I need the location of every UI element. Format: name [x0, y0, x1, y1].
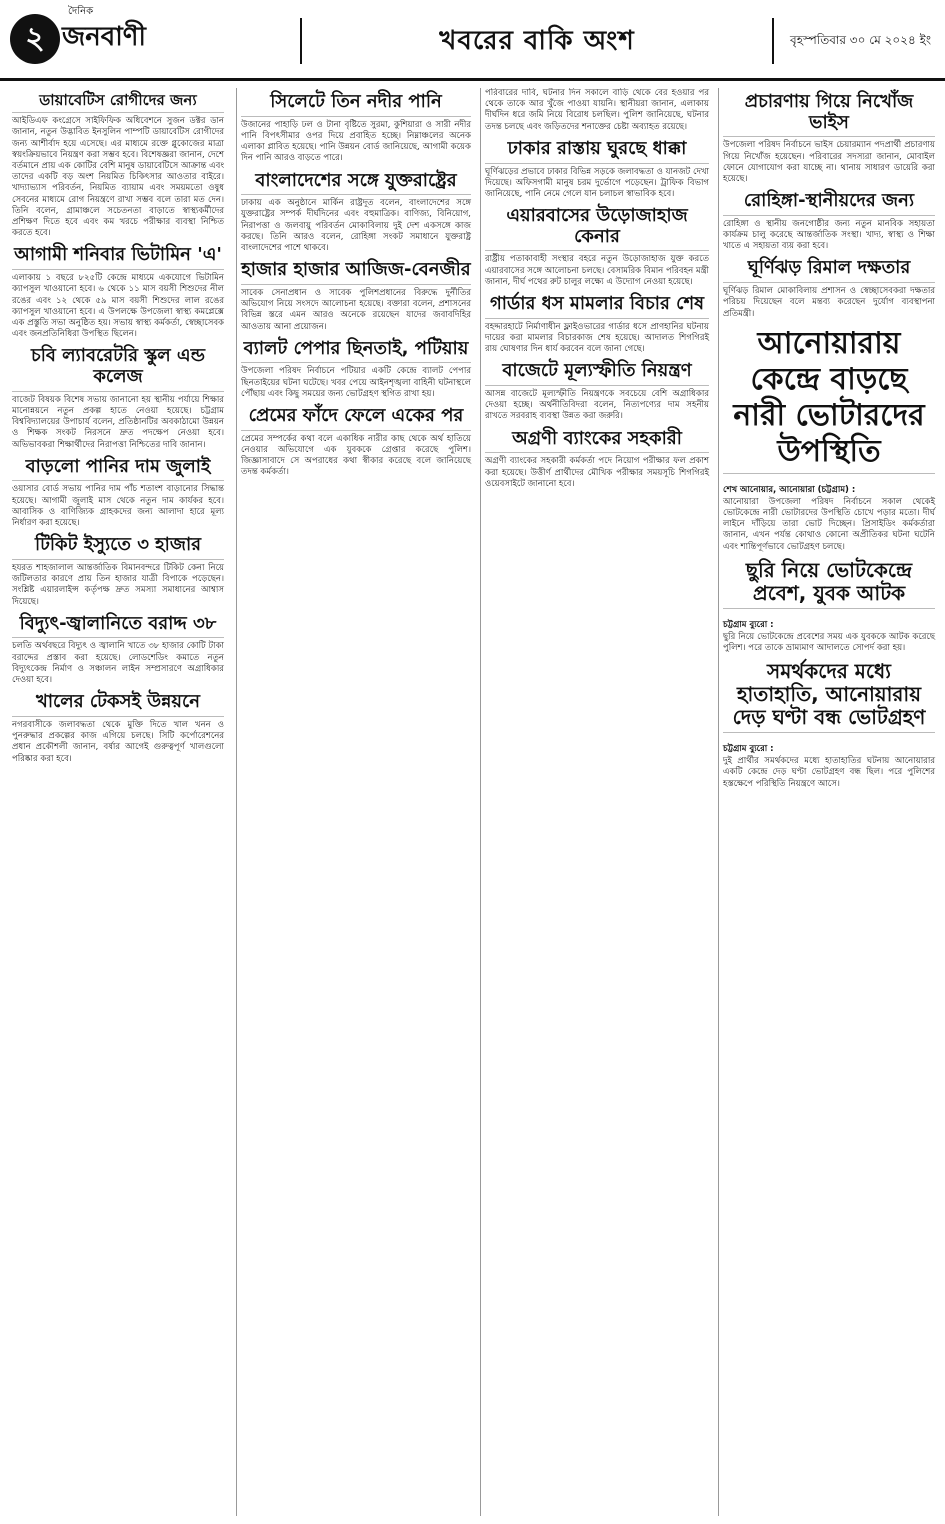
article — [485, 294, 709, 355]
article-body: ঘূর্ণিঝড় রিমাল মোকাবিলায় প্রশাসন ও স্বেচ্ছাসেবকরা দক্ষতার পরিচয় দিয়েছেন বলে মন্তব্য করেছেন দুর্যোগ ব্যবস্থাপনা প্রতিমন্ত্রী। — [723, 286, 935, 319]
masthead — [0, 0, 945, 80]
article-headline: ব্যালট পেপার ছিনতাই, পটিয়ায় — [241, 339, 471, 364]
article-body: উজানের পাহাড়ি ঢল ও টানা বৃষ্টিতে সুরমা, কুশিয়ারা ও সারী নদীর পানি বিপৎসীমার ওপর দিয়ে প্রবাহিত হচ্ছে। নিম্নাঞ্চলের অনেক এলাকা প্লাবিত হয়েছে। পানি উন্নয়ন বোর্ড জানিয়েছে, আগামী কয়েক দিন পানি আরও বাড়তে পারে। — [241, 119, 471, 164]
article — [241, 171, 471, 255]
article — [723, 258, 935, 319]
article-headline: ঘূর্ণিঝড় রিমাল দক্ষতার — [723, 258, 935, 283]
article-headline: আগামী শনিবার ভিটামিন 'এ' — [12, 245, 224, 270]
article-headline: অগ্রণী ব্যাংকের সহকারী — [485, 429, 709, 454]
article-continuation — [485, 88, 709, 133]
article-body: বহদ্দারহাটে নির্মাণাধীন ফ্লাইওভারের গার্ডার ধসে প্রাণহানির ঘটনায় দায়ের করা মামলার বিচারকাজ শেষ হয়েছে। আদালত শিগগিরই রায় ঘোষণার দিন ধার্য করবেন বলে জানা গেছে। — [485, 321, 709, 355]
paper-name: জনবাণী — [62, 22, 146, 52]
article — [12, 535, 224, 608]
article-body: ওয়াসার বোর্ড সভায় পানির দাম পাঁচ শতাংশ বাড়ানোর সিদ্ধান্ত হয়েছে। আগামী জুলাই মাস থেকে নতুন দাম কার্যকর হবে। আবাসিক ও বাণিজ্যিক গ্রাহকদের জন্য আলাদা হারে মূল্য নির্ধারণ করা হয়েছে। — [12, 484, 224, 529]
article — [12, 346, 224, 450]
article-body: পরিবারের দাবি, ঘটনার দিন সকালে বাড়ি থেকে বের হওয়ার পর থেকে তাকে আর খুঁজে পাওয়া যায়নি। স্থানীয়রা জানান, এলাকায় দীর্ঘদিন ধরে জমি নিয়ে বিরোধ চলছিল। পুলিশ জানিয়েছে, ঘটনার তদন্ত চলছে এবং জড়িতদের শনাক্তের চেষ্টা অব্যাহত রয়েছে। — [485, 88, 709, 132]
article-headline: ঢাকার রাস্তায় ঘুরছে ধাক্কা — [485, 139, 709, 164]
article — [12, 692, 224, 765]
article-body: অগ্রণী ব্যাংকের সহকারী কর্মকর্তা পদে নিয়োগ পরীক্ষার ফল প্রকাশ করা হয়েছে। উত্তীর্ণ প্রার্থীদের মৌখিক পরীক্ষার সময়সূচি শিগগিরই ওয়েবসাইটে জানানো হবে। — [485, 456, 709, 489]
article-body: আইডিএফ কংগ্রেসে সাইফিফিক অধিবেশনে সুজন ডক্টর ডান জানান, নতুন উদ্ভাবিত ইনসুলিন পাম্পটি ডায়াবেটিস রোগীদের জন্য আশীর্বাদ হয়ে এসেছে। এর মাধ্যমে রক্তে গ্লুকোজের মাত্রা স্বয়ংক্রিয়ভাবে নিয়ন্ত্রণ করা সম্ভব হবে। বিশেষজ্ঞরা জানান, দেশে বর্তমানে প্রায় এক কোটির বেশি মানুষ ডায়াবেটিসে আক্রান্ত এবং তাদের একটি বড় অংশ নিয়মিত চিকিৎসার আওতার বাইরে। খাদ্যাভ্যাস পরিবর্তন, নিয়মিত ব্যায়াম এবং সময়মতো ওষুধ সেবনের মাধ্যমে রোগ নিয়ন্ত্রণে রাখা সম্ভব বলে তারা মত দেন। তিনি বলেন, গ্রামাঞ্চলে সচেতনতা বাড়াতে স্বাস্থ্যকর্মীদের প্রশিক্ষণ দিতে হবে এবং কম খরচে পরীক্ষার ব্যবস্থা নিশ্চিত করতে হবে। — [12, 116, 224, 239]
article-body: রোহিঙ্গা ও স্থানীয় জনগোষ্ঠীর জন্য নতুন মানবিক সহায়তা কার্যক্রম চালু করেছে আন্তর্জাতিক সংস্থা। খাদ্য, স্বাস্থ্য ও শিক্ষা খাতে এ সহায়তা ব্যয় করা হবে। — [723, 218, 935, 252]
article — [241, 406, 471, 479]
article-body: সাবেক সেনাপ্রধান ও সাবেক পুলিশপ্রধানের বিরুদ্ধে দুর্নীতির অভিযোগ নিয়ে সংসদে আলোচনা হয়েছে। বক্তারা বলেন, প্রশাসনের বিভিন্ন স্তরে এমন আরও অনেকে রয়েছেন যাদের জবাবদিহির আওতায় আনা প্রয়োজন। — [241, 287, 471, 332]
column-2 — [236, 88, 475, 1516]
article — [485, 139, 709, 200]
article-headline: বাজেটে মূল্যস্ফীতি নিয়ন্ত্রণ — [485, 361, 709, 386]
article-headline: হাজার হাজার আজিজ-বেনজীর — [241, 260, 471, 285]
article — [485, 429, 709, 490]
article-headline: প্রচারণায় গিয়ে নিখোঁজ ভাইস — [723, 92, 935, 137]
article-headline: বাড়লো পানির দাম জুলাই — [12, 457, 224, 482]
column-3 — [480, 88, 713, 1516]
article-body: রাষ্ট্রীয় পতাকাবাহী সংস্থার বহরে নতুন উড়োজাহাজ যুক্ত করতে এয়ারবাসের সঙ্গে আলোচনা চলছে। বেসামরিক বিমান পরিবহন মন্ত্রী জানান, দীর্ঘ পথের রুট চালুর লক্ষ্যে এ উদ্যোগ নেওয়া হয়েছে। — [485, 254, 709, 287]
article-body: হযরত শাহজালাল আন্তর্জাতিক বিমানবন্দরে টিকিট কেনা নিয়ে জটিলতার কারণে প্রায় তিন হাজার যাত্রী বিপাকে পড়েছেন। সংশ্লিষ্ট এয়ারলাইন্স কর্তৃপক্ষ দ্রুত সমস্যা সমাধানের আশ্বাস দিয়েছে। — [12, 562, 224, 607]
article-headline: সিলেটে তিন নদীর পানি — [241, 92, 471, 117]
article-headline: সমর্থকদের মধ্যে হাতাহাতি, আনোয়ারায় দেড় ঘণ্টা বন্ধ ভোটগ্রহণ — [723, 660, 935, 733]
article-headline: এয়ারবাসের উড়োজাহাজ কেনার — [485, 206, 709, 251]
article-headline: চবি ল্যাবরেটরি স্কুল এন্ড কলেজ — [12, 346, 224, 391]
article-byline: চট্টগ্রাম ব্যুরো : — [723, 744, 774, 755]
article-byline: চট্টগ্রাম ব্যুরো : — [723, 619, 774, 630]
article-body: ঘূর্ণিঝড়ের প্রভাবে ঢাকার বিভিন্ন সড়কে জলাবদ্ধতা ও যানজট দেখা দিয়েছে। অফিসগামী মানুষ চরম দুর্ভোগে পড়েছেন। ট্রাফিক বিভাগ জানিয়েছে, পানি নেমে গেলে যান চলাচল স্বাভাবিক হবে। — [485, 166, 709, 199]
article-body: এলাকায় ১ বছরে ৮২৫টি কেন্দ্রে মাধ্যমে একযোগে ভিটামিন ক্যাপসুল খাওয়ানো হবে। ৬ থেকে ১১ মাস বয়সী শিশুদের নীল রঙের এবং ১২ থেকে ৫৯ মাস বয়সী শিশুদের লাল রঙের ক্যাপসুল খাওয়ানো হবে। এ উপলক্ষে উপজেলা স্বাস্থ্য কমপ্লেক্সে এক প্রস্তুতি সভা অনুষ্ঠিত হয়। সভায় স্বাস্থ্য কর্মকর্তা, স্বেচ্ছাসেবক এবং জনপ্রতিনিধিরা উপস্থিত ছিলেন। — [12, 273, 224, 340]
article — [723, 191, 935, 252]
article — [12, 92, 224, 239]
article-body: নগরবাসীকে জলাবদ্ধতা থেকে মুক্তি দিতে খাল খনন ও পুনরুদ্ধার প্রকল্পের কাজ এগিয়ে চলছে। সিটি কর্পোরেশনের প্রধান প্রকৌশলী জানান, বর্ষার আগেই গুরুত্বপূর্ণ খালগুলো পরিষ্কার করা হবে। — [12, 719, 224, 764]
article-headline: টিকিট ইস্যুতে ৩ হাজার — [12, 535, 224, 560]
article-body: উপজেলা পরিষদ নির্বাচনে ভাইস চেয়ারম্যান পদপ্রার্থী প্রচারণায় গিয়ে নিখোঁজ হয়েছেন। পরিবারের সদস্যরা জানান, মোবাইল ফোনে যোগাযোগ করা যাচ্ছে না। থানায় সাধারণ ডায়েরি করা হয়েছে। — [723, 140, 935, 184]
article-headline: প্রেমের ফাঁদে ফেলে একের পর — [241, 406, 471, 431]
column-1 — [8, 88, 228, 1516]
article — [485, 206, 709, 288]
article — [12, 245, 224, 340]
article-headline: রোহিঙ্গা-স্থানীয়দের জন্য — [723, 191, 935, 216]
article-body: আসন্ন বাজেটে মূল্যস্ফীতি নিয়ন্ত্রণকে সবচেয়ে বেশি অগ্রাধিকার দেওয়া হচ্ছে। অর্থনীতিবিদরা বলেন, নিত্যপণ্যের দাম সহনীয় রাখতে সরবরাহ ব্যবস্থা উন্নত করা জরুরি। — [485, 389, 709, 422]
article-body: উপজেলা পরিষদ নির্বাচনে পটিয়ার একটি কেন্দ্রে ব্যালট পেপার ছিনতাইয়ের ঘটনা ঘটেছে। খবর পেয়ে আইনশৃঙ্খলা বাহিনী ঘটনাস্থলে পৌঁছায় এবং কিছু সময়ের জন্য ভোটগ্রহণ স্থগিত রাখা হয়। — [241, 366, 471, 399]
article — [12, 614, 224, 687]
newspaper-logo — [62, 6, 146, 60]
article — [723, 559, 935, 654]
article-headline: খালের টেকসই উন্নয়নে — [12, 692, 224, 717]
article-headline: ডায়াবেটিস রোগীদের জন্য — [12, 92, 224, 113]
article — [241, 339, 471, 400]
article-headline: আনোয়ারায় কেন্দ্রে বাড়ছে নারী ভোটারদের উপস্থিতি — [723, 326, 935, 474]
article-body: আনোয়ারা উপজেলা পরিষদ নির্বাচনে সকাল থেকেই ভোটকেন্দ্রে নারী ভোটারদের উপস্থিতি চোখে পড়ার মতো। দীর্ঘ লাইনে দাঁড়িয়ে তারা ভোট দিচ্ছেন। প্রিসাইডিং কর্মকর্তারা জানান, এখন পর্যন্ত কোথাও কোনো অপ্রীতিকর ঘটনা ঘটেনি এবং শান্তিপূর্ণভাবে ভোটগ্রহণ চলছে। — [723, 496, 935, 552]
article-headline: ছুরি নিয়ে ভোটকেন্দ্রে প্রবেশ, যুবক আটক — [723, 559, 935, 609]
column-4 — [718, 88, 939, 1516]
masthead-divider — [0, 78, 945, 81]
article-body: ঢাকায় এক অনুষ্ঠানে মার্কিন রাষ্ট্রদূত বলেন, বাংলাদেশের সঙ্গে যুক্তরাষ্ট্রের সম্পর্ক দীর্ঘদিনের এবং বহুমাত্রিক। বাণিজ্য, বিনিয়োগ, নিরাপত্তা ও জলবায়ু পরিবর্তন মোকাবিলায় দুই দেশ একসঙ্গে কাজ করছে। তিনি আরও বলেন, রোহিঙ্গা সংকট সমাধানে যুক্তরাষ্ট্র বাংলাদেশের পাশে থাকবে। — [241, 198, 471, 253]
article-byline: শেখ আনোয়ার, আনোয়ারা (চট্টগ্রাম) : — [723, 484, 856, 495]
article-body: বাজেট বিষয়ক বিশেষ সভায় জানানো হয় স্থানীয় পর্যায়ে শিক্ষার মানোন্নয়নে নতুন প্রকল্প হাতে নেওয়া হয়েছে। চট্টগ্রাম বিশ্ববিদ্যালয়ের উপাচার্য বলেন, প্রতিষ্ঠানটির অবকাঠামো উন্নয়ন ও শিক্ষক সংকট নিরসনে দ্রুত পদক্ষেপ নেওয়া হবে। অভিভাবকরা শিক্ষার্থীদের নিরাপত্তা নিশ্চিতের দাবি জানান। — [12, 394, 224, 450]
article — [723, 92, 935, 185]
article — [12, 457, 224, 530]
article-body: চলতি অর্থবছরে বিদ্যুৎ ও জ্বালানি খাতে ৩৮ হাজার কোটি টাকা বরাদ্দের প্রস্তাব করা হয়েছে। লোডশেডিং কমাতে নতুন বিদ্যুৎকেন্দ্র নির্মাণ ও সঞ্চালন লাইন সম্প্রসারণে অগ্রাধিকার দেওয়া হবে। — [12, 641, 224, 686]
article-headline: বাংলাদেশের সঙ্গে যুক্তরাষ্ট্রের — [241, 171, 471, 196]
page-date: বৃহস্পতিবার ৩০ মে ২০২৪ ইং — [790, 33, 931, 47]
article-body: ছুরি নিয়ে ভোটকেন্দ্রে প্রবেশের সময় এক যুবককে আটক করেছে পুলিশ। পরে তাকে ভ্রাম্যমাণ আদালতে সোপর্দ করা হয়। — [723, 631, 935, 653]
article-headline: বিদ্যুৎ-জ্বালানিতে বরাদ্দ ৩৮ — [12, 614, 224, 639]
article-body: দুই প্রার্থীর সমর্থকদের মধ্যে হাতাহাতির ঘটনায় আনোয়ারার একটি কেন্দ্রে দেড় ঘণ্টা ভোটগ্রহণ বন্ধ ছিল। পরে পুলিশের হস্তক্ষেপে পরিস্থিতি নিয়ন্ত্রণে আসে। — [723, 756, 935, 789]
article — [723, 326, 935, 553]
page-title: খবরের বাকি অংশ — [300, 18, 774, 64]
article — [241, 260, 471, 333]
article — [241, 92, 471, 165]
article — [485, 361, 709, 422]
article — [723, 660, 935, 790]
article-headline: গার্ডার ধস মামলার বিচার শেষ — [485, 294, 709, 319]
page-number: ২ — [10, 14, 60, 64]
article-body: প্রেমের সম্পর্কের কথা বলে একাধিক নারীর কাছ থেকে অর্থ হাতিয়ে নেওয়ার অভিযোগে এক যুবককে গ্রেপ্তার করেছে পুলিশ। জিজ্ঞাসাবাদে সে অপরাধের কথা স্বীকার করেছে বলে জানিয়েছে তদন্ত কর্মকর্তা। — [241, 433, 471, 478]
paper-prefix: দৈনিক — [68, 6, 94, 17]
